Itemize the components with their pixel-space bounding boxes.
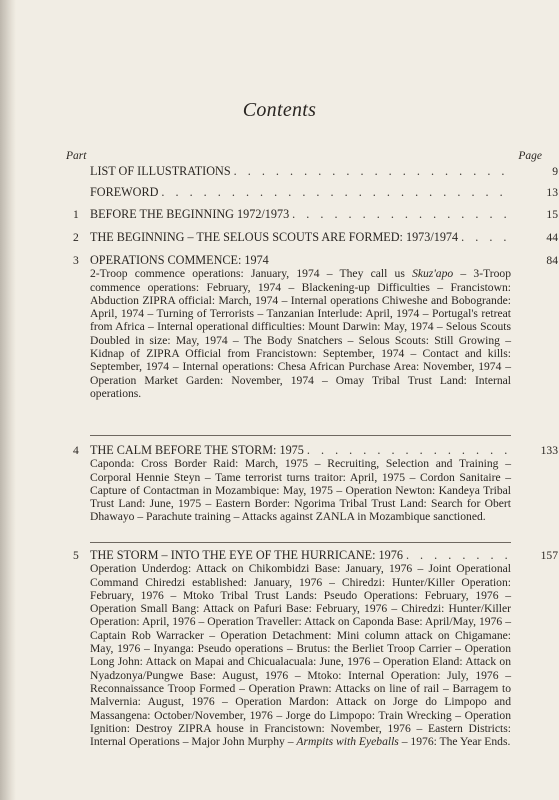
toc-entry-part-3[interactable] xyxy=(73,253,558,400)
toc-entry-part-1[interactable] xyxy=(73,207,558,221)
entry-title: OPERATIONS COMMENCE: 1974 xyxy=(90,253,269,267)
toc-entry-foreword[interactable] xyxy=(90,185,558,199)
entry-title: THE CALM BEFORE THE STORM: 1975 xyxy=(90,443,304,457)
entry-title: LIST OF ILLUSTRATIONS xyxy=(90,164,231,178)
part-column-header: Part xyxy=(66,150,87,162)
entry-description xyxy=(90,562,511,748)
description-emphasis: Armpits with Eyeballs xyxy=(296,735,399,749)
toc-entry-part-2[interactable] xyxy=(73,230,558,244)
dot-leader xyxy=(289,208,511,221)
description-emphasis: Skuz'apo xyxy=(412,267,454,281)
dot-leader xyxy=(304,444,511,457)
dot-leader xyxy=(458,231,511,244)
entry-title: BEFORE THE BEGINNING 1972/1973 xyxy=(90,207,290,221)
entry-page: 133 xyxy=(540,444,558,457)
entry-title: FOREWORD xyxy=(90,185,159,199)
dot-leader xyxy=(158,186,511,199)
page-title: Contents xyxy=(242,99,317,121)
entry-description: 2-Troop commence operations: January, 1974 – They call us Skuz'apo – 3-Troop commence operations: February, 1974 – Blackening-up Difficulties – Francistown: Abduction ZIPRA official: March, 1974 – Internal operations Chiweshe and Bobogrande: April, 1974 – Turning of Terrorists – Tanzanian Interlude: April, 1974 – Portugal's retreat from Africa – Internal operational difficulties: Mount Darwin: May, 1974 – Selous Scouts Doubled in size: May, 1974 – The Body Snatchers – Selous Scouts: Still Growing – Kidnap of ZIPRA Official from Francistown: September, 1974 – Contact and kills: September, 1974 – Internal operations: Chesa African Purchase Area: November, 1974 – Operation Market Garden: November, 1974 – Omay Tribal Trust Land: Internal operations. xyxy=(90,267,511,400)
toc-entry-part-5[interactable] xyxy=(73,548,558,749)
entry-title: THE BEGINNING – THE SELOUS SCOUTS ARE FORMED: 1973/1974 xyxy=(90,230,459,244)
entry-number: 4 xyxy=(73,444,79,457)
entry-page: 44 xyxy=(546,231,558,244)
dot-leader xyxy=(403,549,511,562)
toc-entry-part-4[interactable] xyxy=(73,443,558,524)
dot-leader xyxy=(231,165,511,178)
toc-entry-illustrations[interactable] xyxy=(90,164,558,178)
page-column-header: Page xyxy=(518,150,542,162)
entry-page: 15 xyxy=(546,208,558,221)
entry-page: 157 xyxy=(540,549,558,562)
section-divider xyxy=(90,542,511,543)
entry-number: 1 xyxy=(73,208,79,221)
entry-number: 2 xyxy=(73,231,79,244)
section-divider xyxy=(90,435,511,436)
entry-page: 84 xyxy=(546,254,558,267)
description-text: Operation Underdog: Attack on Chikombidzi Base: January, 1976 – Joint Operational Command Chiredzi established: January, 1976 – Chiredzi: Hunter/Killer Operation: February, 1976 – Mtoko Tribal Trust Lands: Pseudo Operations: February, 1976 – Operation Small Bang: Attack on Pafuri Base: February, 1976 – Chiredzi: Hunter/Killer Operation: April, 1976 – Operation Traveller: Attack on Caponda Base: April/May, 1976 – Captain Rob Warracker – Operation Detachment: Mini column attack on Chigamane: May, 1976 – Inyanga: Pseudo operations – Brutus: the Berliet Troop Carrier – Operation Long John: Attack on Mapai and Chicualacuala: June, 1976 – Operation Eland: Attack on Nyadzonya/Pungwe Base: August, 1976 – Mtoko: Internal Operation: July, 1976 – Reconnaissance Troop Formed – Operation Prawn: Attacks on line of rail – Barragem to Malvernia: August, 1976 – Operation Mardon: Attack on Jorge do Limpopo and Massangena: October/November, 1976 – Jorge do Limpopo: Train Wrecking – Operation Ignition: Destroy ZIPRA house in Francistown: November, 1976 – Eastern Districts: Internal Operations – Major John Murphy – xyxy=(90,562,511,749)
entry-number: 3 xyxy=(73,254,79,267)
description-text-end: – 1976: The Year Ends. xyxy=(398,735,511,749)
entry-page: 9 xyxy=(552,165,558,178)
entry-description: Caponda: Cross Border Raid: March, 1975 – Recruiting, Selection and Training – Corporal Hennie Steyn – Tame terrorist turns traitor: April, 1975 – Cordon Sanitaire – Capture of Contactman in Mozambique: May, 1975 – Operation Newton: Kandeya Tribal Trust Land: June, 1975 – Eastern Border: Ngorima Tribal Trust Land: Search for Obert Dhawayo – Parachute training – Attacks against ZANLA in Mozambique sanctioned. xyxy=(90,457,511,524)
entry-title: THE STORM – INTO THE EYE OF THE HURRICANE: 1976 xyxy=(90,548,403,562)
entry-number: 5 xyxy=(73,549,79,562)
entry-page: 13 xyxy=(546,186,558,199)
